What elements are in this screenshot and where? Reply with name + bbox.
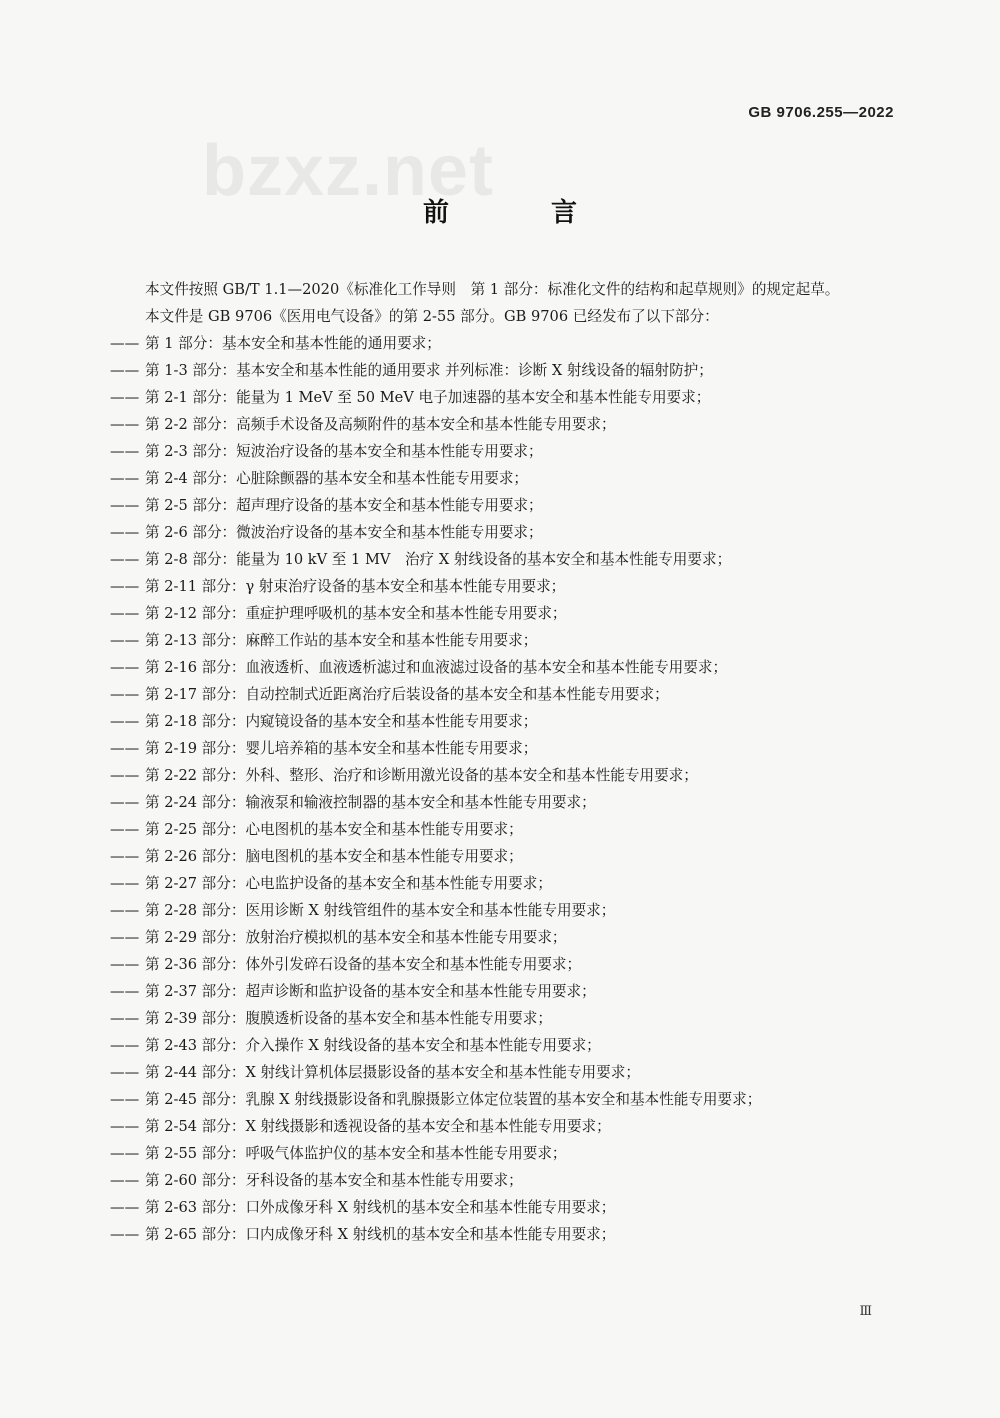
list-item bbox=[110, 492, 895, 519]
list-item-text: 第 2-29 部分：放射治疗模拟机的基本安全和基本性能专用要求； bbox=[145, 929, 567, 946]
list-dash: —— bbox=[110, 848, 140, 865]
list-item-text: 第 2-43 部分：介入操作 X 射线设备的基本安全和基本性能专用要求； bbox=[145, 1037, 601, 1054]
list-dash: —— bbox=[110, 1037, 140, 1054]
list-item-text: 第 2-45 部分：乳腺 X 射线摄影设备和乳腺摄影立体定位装置的基本安全和基本性能专用要求； bbox=[145, 1091, 762, 1108]
list-item bbox=[110, 1113, 895, 1140]
list-item bbox=[110, 600, 895, 627]
list-item bbox=[110, 870, 895, 897]
list-dash: —— bbox=[110, 713, 140, 730]
list-item bbox=[110, 573, 895, 600]
page-number: Ⅲ bbox=[859, 1304, 872, 1319]
list-item-text: 第 2-3 部分：短波治疗设备的基本安全和基本性能专用要求； bbox=[145, 443, 543, 460]
list-dash: —— bbox=[110, 632, 140, 649]
list-item-text: 第 2-63 部分：口外成像牙科 X 射线机的基本安全和基本性能专用要求； bbox=[145, 1199, 616, 1216]
list-dash: —— bbox=[110, 1118, 140, 1135]
list-item bbox=[110, 546, 895, 573]
list-item-text: 第 2-27 部分：心电监护设备的基本安全和基本性能专用要求； bbox=[145, 875, 552, 892]
list-item bbox=[110, 1086, 895, 1113]
list-item bbox=[110, 654, 895, 681]
list-item-text: 第 2-55 部分：呼吸气体监护仪的基本安全和基本性能专用要求； bbox=[145, 1145, 567, 1162]
list-item bbox=[110, 816, 895, 843]
standard-code: GB 9706.255—2022 bbox=[748, 104, 894, 121]
list-dash: —— bbox=[110, 821, 140, 838]
list-item-text: 第 2-11 部分：γ 射束治疗设备的基本安全和基本性能专用要求； bbox=[145, 578, 566, 595]
list-dash: —— bbox=[110, 362, 140, 379]
list-item-text: 第 1 部分：基本安全和基本性能的通用要求； bbox=[145, 335, 441, 352]
list-item-text: 第 2-26 部分：脑电图机的基本安全和基本性能专用要求； bbox=[145, 848, 523, 865]
list-dash: —— bbox=[110, 794, 140, 811]
list-item-text: 第 2-4 部分：心脏除颤器的基本安全和基本性能专用要求； bbox=[145, 470, 529, 487]
parts-list bbox=[110, 330, 895, 1248]
list-dash: —— bbox=[110, 767, 140, 784]
list-item-text: 第 2-6 部分：微波治疗设备的基本安全和基本性能专用要求； bbox=[145, 524, 543, 541]
list-item bbox=[110, 978, 895, 1005]
list-dash: —— bbox=[110, 497, 140, 514]
list-item-text: 第 2-65 部分：口内成像牙科 X 射线机的基本安全和基本性能专用要求； bbox=[145, 1226, 616, 1243]
list-dash: —— bbox=[110, 389, 140, 406]
list-item-text: 第 2-37 部分：超声诊断和监护设备的基本安全和基本性能专用要求； bbox=[145, 983, 596, 1000]
list-item bbox=[110, 924, 895, 951]
list-item bbox=[110, 897, 895, 924]
list-item-text: 第 2-24 部分：输液泵和输液控制器的基本安全和基本性能专用要求； bbox=[145, 794, 596, 811]
list-dash: —— bbox=[110, 902, 140, 919]
list-item bbox=[110, 951, 895, 978]
list-item bbox=[110, 789, 895, 816]
list-item-text: 第 2-12 部分：重症护理呼吸机的基本安全和基本性能专用要求； bbox=[145, 605, 567, 622]
list-item bbox=[110, 330, 895, 357]
list-item bbox=[110, 1005, 895, 1032]
list-item-text: 第 2-18 部分：内窥镜设备的基本安全和基本性能专用要求； bbox=[145, 713, 538, 730]
list-item bbox=[110, 843, 895, 870]
list-item-text: 第 2-5 部分：超声理疗设备的基本安全和基本性能专用要求； bbox=[145, 497, 543, 514]
list-item-text: 第 2-13 部分：麻醉工作站的基本安全和基本性能专用要求； bbox=[145, 632, 538, 649]
list-dash: —— bbox=[110, 956, 140, 973]
list-item bbox=[110, 1221, 895, 1248]
list-item-text: 第 2-39 部分：腹膜透析设备的基本安全和基本性能专用要求； bbox=[145, 1010, 552, 1027]
list-item bbox=[110, 1140, 895, 1167]
list-dash: —— bbox=[110, 605, 140, 622]
list-dash: —— bbox=[110, 1199, 140, 1216]
list-item bbox=[110, 465, 895, 492]
list-dash: —— bbox=[110, 686, 140, 703]
list-item-text: 第 2-36 部分：体外引发碎石设备的基本安全和基本性能专用要求； bbox=[145, 956, 582, 973]
list-item-text: 第 2-1 部分：能量为 1 MeV 至 50 MeV 电子加速器的基本安全和基本性能专用要求； bbox=[145, 389, 711, 406]
document-body bbox=[110, 276, 895, 1248]
list-item-text: 第 2-17 部分：自动控制式近距离治疗后装设备的基本安全和基本性能专用要求； bbox=[145, 686, 669, 703]
list-dash: —— bbox=[110, 659, 140, 676]
list-item bbox=[110, 384, 895, 411]
intro-paragraph-1: 本文件按照 GB/T 1.1—2020《标准化工作导则 第 1 部分：标准化文件的结构和起草规则》的规定起草。 bbox=[145, 281, 840, 298]
list-dash: —— bbox=[110, 1010, 140, 1027]
list-dash: —— bbox=[110, 875, 140, 892]
list-item-text: 第 2-54 部分：X 射线摄影和透视设备的基本安全和基本性能专用要求； bbox=[145, 1118, 611, 1135]
list-dash: —— bbox=[110, 1145, 140, 1162]
page-title: 前 言 bbox=[422, 198, 615, 228]
list-item bbox=[110, 735, 895, 762]
list-dash: —— bbox=[110, 416, 140, 433]
list-dash: —— bbox=[110, 1172, 140, 1189]
list-dash: —— bbox=[110, 1064, 140, 1081]
list-item bbox=[110, 438, 895, 465]
list-dash: —— bbox=[110, 335, 140, 352]
intro-paragraph-2: 本文件是 GB 9706《医用电气设备》的第 2-55 部分。GB 9706 已经发布了以下部分： bbox=[145, 308, 719, 325]
list-dash: —— bbox=[110, 1226, 140, 1243]
list-dash: —— bbox=[110, 578, 140, 595]
list-item bbox=[110, 1032, 895, 1059]
list-item bbox=[110, 681, 895, 708]
list-item-text: 第 2-22 部分：外科、整形、治疗和诊断用激光设备的基本安全和基本性能专用要求； bbox=[145, 767, 698, 784]
list-item bbox=[110, 1059, 895, 1086]
list-item-text: 第 2-28 部分：医用诊断 X 射线管组件的基本安全和基本性能专用要求； bbox=[145, 902, 616, 919]
list-dash: —— bbox=[110, 983, 140, 1000]
list-item-text: 第 2-19 部分：婴儿培养箱的基本安全和基本性能专用要求； bbox=[145, 740, 538, 757]
list-item bbox=[110, 762, 895, 789]
list-item bbox=[110, 411, 895, 438]
watermark: bzxz.net bbox=[202, 131, 495, 211]
list-item-text: 第 2-60 部分：牙科设备的基本安全和基本性能专用要求； bbox=[145, 1172, 523, 1189]
list-item-text: 第 2-25 部分：心电图机的基本安全和基本性能专用要求； bbox=[145, 821, 523, 838]
list-dash: —— bbox=[110, 443, 140, 460]
list-dash: —— bbox=[110, 470, 140, 487]
list-dash: —— bbox=[110, 524, 140, 541]
list-item bbox=[110, 357, 895, 384]
list-item-text: 第 2-44 部分：X 射线计算机体层摄影设备的基本安全和基本性能专用要求； bbox=[145, 1064, 640, 1081]
list-item bbox=[110, 1167, 895, 1194]
list-item bbox=[110, 708, 895, 735]
list-item-text: 第 2-8 部分：能量为 10 kV 至 1 MV 治疗 X 射线设备的基本安全和基本性能专用要求； bbox=[145, 551, 732, 568]
list-item bbox=[110, 1194, 895, 1221]
list-item-text: 第 2-16 部分：血液透析、血液透析滤过和血液滤过设备的基本安全和基本性能专用要求； bbox=[145, 659, 728, 676]
list-item-text: 第 1-3 部分：基本安全和基本性能的通用要求 并列标准：诊断 X 射线设备的辐射防护； bbox=[145, 362, 713, 379]
list-dash: —— bbox=[110, 551, 140, 568]
list-dash: —— bbox=[110, 929, 140, 946]
list-item bbox=[110, 627, 895, 654]
list-item bbox=[110, 519, 895, 546]
list-dash: —— bbox=[110, 740, 140, 757]
list-item-text: 第 2-2 部分：高频手术设备及高频附件的基本安全和基本性能专用要求； bbox=[145, 416, 616, 433]
list-dash: —— bbox=[110, 1091, 140, 1108]
